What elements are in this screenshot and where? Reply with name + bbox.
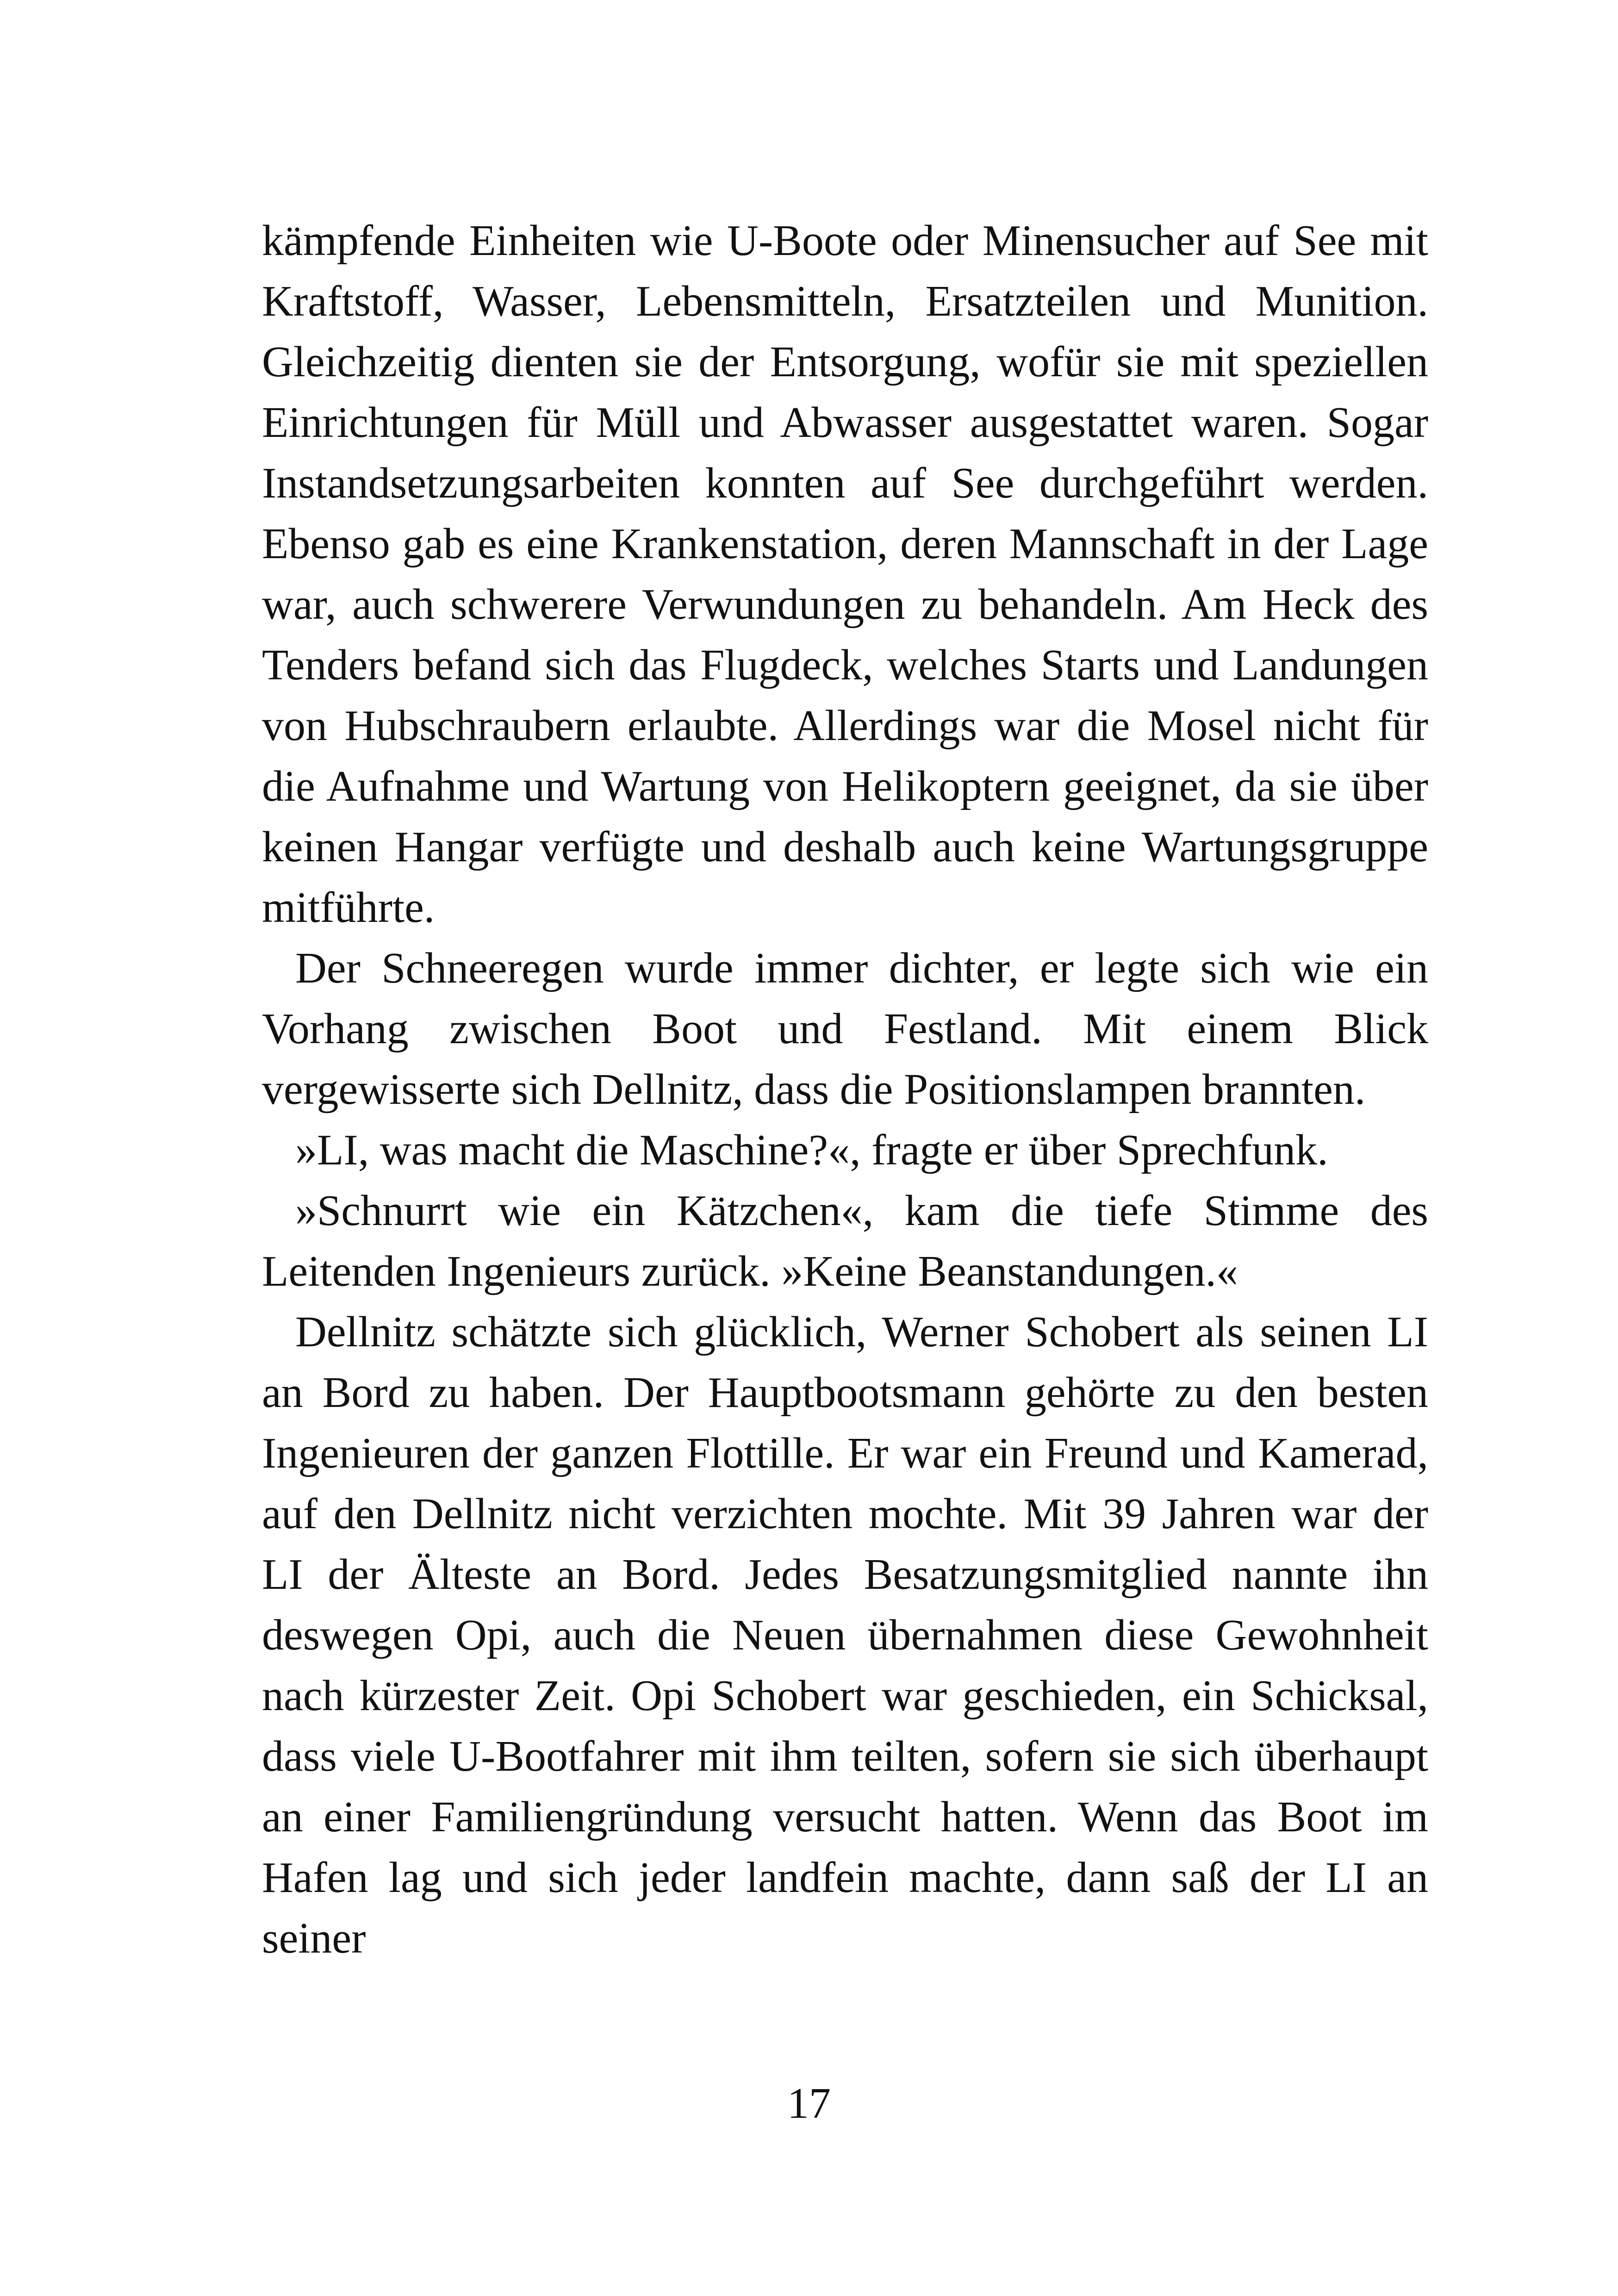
paragraph: »Schnurrt wie ein Kätzchen«, kam die tiefe Stimme des Leitenden Ingenieurs zurück. »Keine Beanstandungen.« (262, 1187, 1428, 1295)
paragraph: »LI, was macht die Maschine?«, fragte er über Sprechfunk. (295, 1126, 1328, 1174)
paragraph: kämpfende Einheiten wie U-Boote oder Minensucher auf See mit Kraftstoff, Wasser, Lebensmitteln, Ersatzteilen und Munition. Gleichzeitig dienten sie der Entsorgung, wofür sie mit speziellen Einrichtungen für Müll und Abwasser ausgestattet waren. Sogar Instandsetzungsarbeiten konnten auf See durchgeführt werden. Ebenso gab es eine Krankenstation, deren Mannschaft in der Lage war, auch schwerere Verwundungen zu behandeln. Am Heck des Tenders befand sich das Flugdeck, welches Starts und Landungen von Hubschraubern erlaubte. Allerdings war die Mosel nicht für die Aufnahme und Wartung von Helikoptern geeignet, da sie über keinen Hangar verfügte und deshalb auch keine Wartungsgruppe mitführte. (262, 217, 1428, 932)
page-number: 17 (787, 2079, 831, 2128)
paragraph: Der Schneeregen wurde immer dichter, er legte sich wie ein Vorhang zwischen Boot und Festland. Mit einem Blick vergewisserte sich Dellnitz, dass die Positionslampen brannten. (262, 944, 1428, 1114)
paragraph: Dellnitz schätzte sich glücklich, Werner Schobert als seinen LI an Bord zu haben. Der Hauptbootsmann gehörte zu den besten Ingenieuren der ganzen Flottille. Er war ein Freund und Kamerad, auf den Dellnitz nicht verzichten mochte. Mit 39 Jahren war der LI der Älteste an Bord. Jedes Besatzungsmitglied nannte ihn deswegen Opi, auch die Neuen übernahmen diese Gewohnheit nach kürzester Zeit. Opi Schobert war geschieden, ein Schicksal, dass viele U-Bootfahrer mit ihm teilten, sofern sie sich überhaupt an einer Familiengründung versucht hatten. Wenn das Boot im Hafen lag und sich jeder landfein machte, dann saß der LI an seiner (262, 1308, 1428, 1962)
body-text (262, 211, 1428, 1969)
